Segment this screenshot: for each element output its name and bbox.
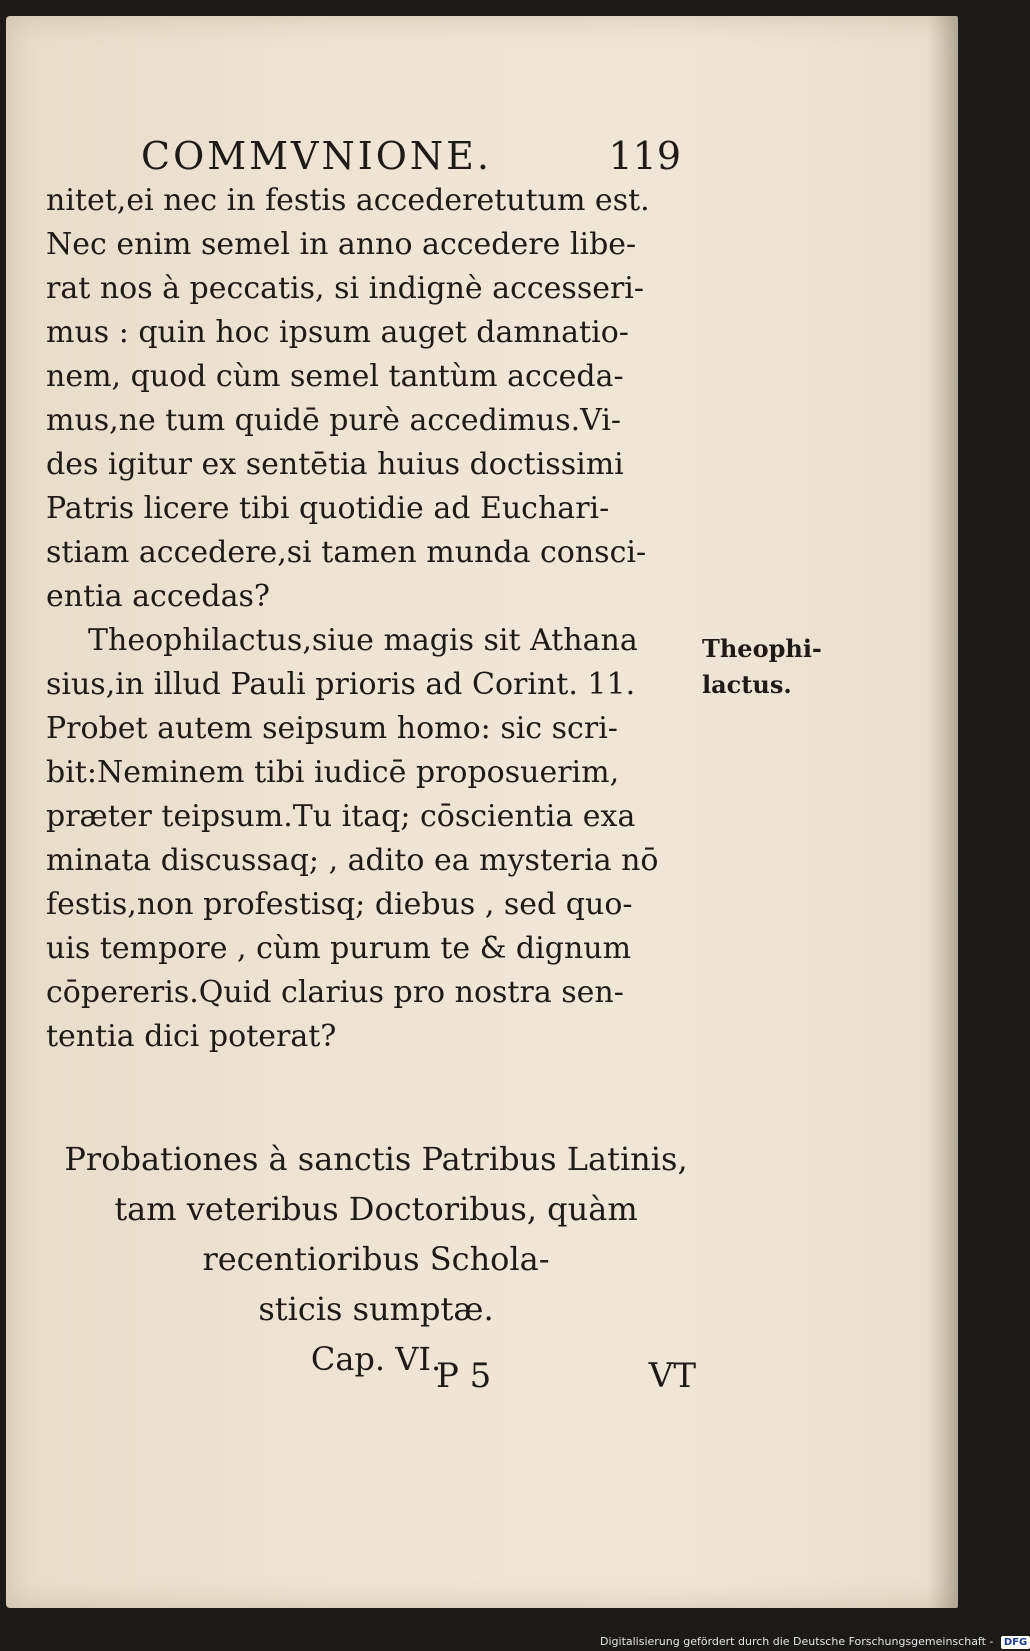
dfg-logo: DFG: [1001, 1636, 1030, 1649]
margin-note-line: Theophi-: [702, 634, 822, 663]
digitization-credit: [600, 1632, 1028, 1651]
text-line: tentia dici poterat?: [46, 1019, 337, 1054]
heading-line: tam veteribus Doctoribus, quàm: [114, 1190, 638, 1228]
text-line: stiam accedere,si tamen munda consci-: [46, 535, 647, 570]
book-page: [6, 16, 958, 1608]
heading-line: recentioribus Schola-: [202, 1240, 550, 1278]
text-line: festis,non profestisq; diebus , sed quo-: [46, 887, 633, 922]
page-edge-shadow: [928, 16, 958, 1608]
text-line: bit:Neminem tibi iudicē proposuerim,: [46, 755, 620, 790]
running-title: COMMVNIONE.: [141, 134, 492, 178]
text-line: minata discussaq; , adito ea mysteria nō: [46, 843, 659, 878]
text-line: rat nos à peccatis, si indignè accesseri-: [46, 271, 645, 306]
text-line: nitet,ei nec in festis accederetutum est.: [46, 183, 650, 218]
paragraph-first-line: Theophilactus,siue magis sit Athana: [88, 623, 638, 658]
page-header: [141, 134, 681, 184]
credit-text: Digitalisierung gefördert durch die Deutsche Forschungsgemeinschaft -: [600, 1635, 994, 1648]
catchword: VT: [648, 1356, 696, 1396]
margin-note-line: lactus.: [702, 670, 792, 699]
heading-line: sticis sumptæ.: [258, 1290, 494, 1328]
text-line: Nec enim semel in anno accedere libe-: [46, 227, 637, 262]
chapter-label: Cap. VI.: [310, 1340, 442, 1378]
text-line: Probet autem seipsum homo: sic scri-: [46, 711, 618, 746]
text-line: sius,in illud Pauli prioris ad Corint. 11.: [46, 667, 636, 702]
text-line: mus : quin hoc ipsum auget damnatio-: [46, 315, 629, 350]
heading-line: Probationes à sanctis Patribus Latinis,: [64, 1140, 688, 1178]
text-line: uis tempore , cùm purum te & dignum: [46, 931, 632, 966]
text-line: mus,ne tum quidē purè accedimus.Vi-: [46, 403, 622, 438]
text-line: præter teipsum.Tu itaq; cōscientia exa: [46, 799, 636, 834]
body-text: [46, 179, 686, 1059]
text-line: nem, quod cùm semel tantùm acceda-: [46, 359, 624, 394]
text-line: Patris licere tibi quotidie ad Euchari-: [46, 491, 610, 526]
margin-note: [702, 631, 862, 703]
text-line: des igitur ex sentētia huius doctissimi: [46, 447, 624, 482]
page-number: 119: [608, 134, 681, 178]
page-footer: [436, 1356, 696, 1406]
section-heading: [46, 1134, 706, 1384]
text-line: cōpereris.Quid clarius pro nostra sen-: [46, 975, 624, 1010]
signature-mark: P 5: [436, 1356, 492, 1396]
text-line: entia accedas?: [46, 579, 270, 614]
